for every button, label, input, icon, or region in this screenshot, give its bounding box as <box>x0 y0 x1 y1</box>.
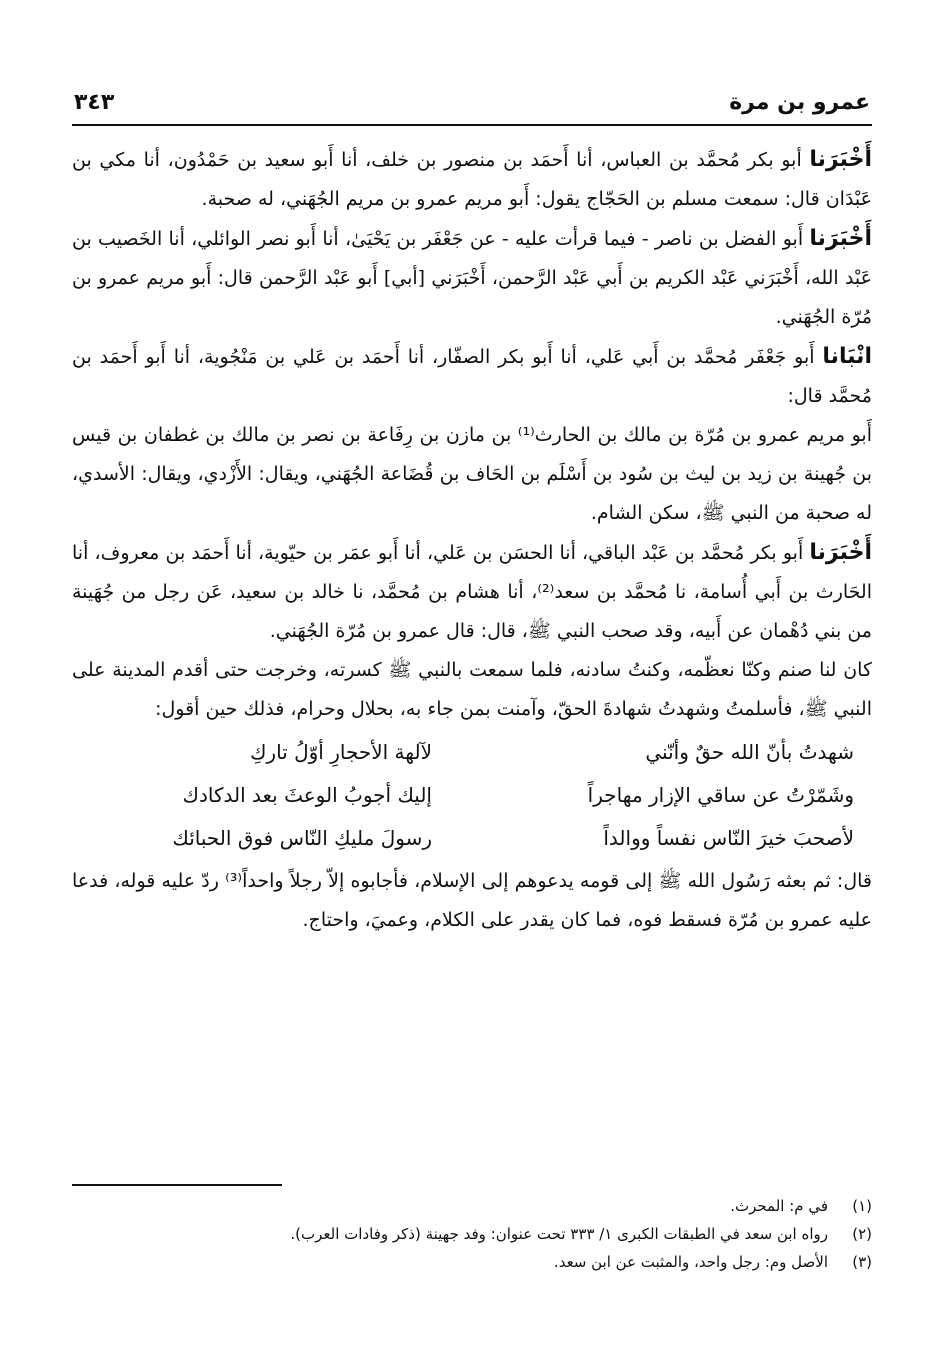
verse-second-hemistich: إليك أجوبُ الوعثَ بعد الدكادك <box>182 783 432 807</box>
poem-verse <box>72 817 854 860</box>
narration-keyword: أَخْبَرَنا <box>809 226 872 251</box>
narration-keyword: انْبَانا <box>822 344 872 369</box>
poem-verse <box>72 731 854 774</box>
narration-keyword: أَخْبَرَنا <box>809 540 872 565</box>
verse-first-hemistich: وشَمّرْتُ عن ساقي الإزار مهاجراً <box>587 783 854 807</box>
verse-first-hemistich: شهدتُ بأنّ الله حقٌ وأنّني <box>645 740 854 764</box>
footnotes <box>72 1192 872 1276</box>
footnote-text: في م: المحرث. <box>730 1197 828 1215</box>
narration-keyword: أَخْبَرَنا <box>809 147 872 172</box>
paragraph-text: أَبو الفضل بن ناصر - فيما قرأت عليه - عن جَعْفَر بن يَحْيَىٰ، أنا أَبو نصر الوائلي، أنا الخَصيب بن عَبْد الله، أَخْبَرَني عَبْد الكريم بن أَبي عَبْد الرَّحمن، أَخْبَرَني [أبي] أَبو عَبْد الرَّحمن قال: أَبو مريم عمرو بن مُرّة الجُهَني. <box>72 228 872 328</box>
footnote-divider <box>72 1184 282 1186</box>
paragraph-text: أبو بكر مُحمَّد بن العباس، أنا أَحمَد بن منصور بن خلف، أنا أَبو سعيد بن حَمْدُون، أنا مكي بن عَبْدَان قال: سمعت مسلم بن الحَجّاج يقول: أَبو مريم عمرو بن مريم الجُهَني، له صحبة. <box>72 149 872 210</box>
verse-second-hemistich: رسولَ مليكِ النّاس فوق الحبائك <box>172 826 432 850</box>
verse-second-hemistich: لآلهة الأحجارِ أوّلُ تاركِ <box>249 740 432 764</box>
footnote-text: الأصل وم: رجل واحد، والمثبت عن ابن سعد. <box>553 1253 828 1271</box>
footnote <box>72 1220 872 1248</box>
chapter-title: عمرو بن مرة <box>729 89 870 115</box>
footnote-number: (٣) <box>852 1253 872 1271</box>
poem-verse <box>72 774 854 817</box>
footnote <box>72 1192 872 1220</box>
paragraph <box>72 533 872 651</box>
footnote-number: (٢) <box>852 1225 872 1243</box>
paragraph <box>72 140 872 219</box>
paragraph-text: كان لنا صنم وكنّا نعظّمه، وكنتُ سادنه، فلما سمعت بالنبي ﷺ كسرته، وخرجت حتى أقدم المدينة على النبي ﷺ، فأسلمتُ وشهدتُ شهادةَ الحقّ، وآمنت بمن جاء به، بحلال وحرام، فذلك حين أقول: <box>72 659 872 720</box>
running-header <box>72 80 872 126</box>
page <box>72 80 872 1271</box>
footnote <box>72 1248 872 1276</box>
main-text <box>72 140 872 940</box>
paragraph <box>72 219 872 337</box>
verse-first-hemistich: لأصحبَ خيرَ النّاس نفساً ووالداً <box>603 826 854 850</box>
paragraph <box>72 651 872 729</box>
poem <box>72 731 854 860</box>
closing-paragraph: قال: ثم بعثه رَسُول الله ﷺ إلى قومه يدعوهم إلى الإسلام، فأجابوه إلاّ رجلاً واحداً⁽³⁾ ردّ عليه قوله، فدعا عليه عمرو بن مُرّة فسقط فوه، فما كان يقدر على الكلام، وعميَ، واحتاج. <box>72 870 872 931</box>
paragraph <box>72 337 872 416</box>
paragraph-text: أَبو مريم عمرو بن مُرّة بن مالك بن الحارث⁽¹⁾ بن مازن بن رِفَاعة بن نصر بن مالك بن غطفان بن قيس بن جُهينة بن زيد بن ليث بن سُود بن أَسْلَم بن الحَاف بن قُضَاعة الجُهَني، ويقال: الأَزْدي، ويقال: الأسدي، له صحبة من النبي ﷺ، سكن الشام. <box>72 424 872 524</box>
paragraph-text: أَبو جَعْفَر مُحمَّد بن أَبي عَلي، أنا أَبو بكر الصفّار، أنا أَحمَد بن عَلي بن مَنْجُوية، أنا أَبو أَحمَد بن مُحمَّد قال: <box>72 346 872 407</box>
paragraph-text: أَبو بكر مُحمَّد بن عَبْد الباقي، أنا الحسَن بن عَلي، أنا أَبو عمَر بن حيّوية، أنا أَحمَد بن معروف، أنا الحَارث بن أَبي أُسامة، نا مُحمَّد بن سعد⁽²⁾، أنا هشام بن مُحمَّد، نا خالد بن سعيد، عَن رجل من جُهَينة من بني دُهْمان عن أَبيه، وقد صحب النبي ﷺ، قال: قال عمرو بن مُرّة الجُهَني. <box>72 542 872 642</box>
paragraph <box>72 416 872 533</box>
footnote-number: (١) <box>852 1197 872 1215</box>
page-number: ٣٤٣ <box>74 89 115 115</box>
footnote-text: رواه ابن سعد في الطبقات الكبرى ١/ ٣٣٣ تحت عنوان: وفد جهينة (ذكر وفادات العرب). <box>290 1225 828 1243</box>
